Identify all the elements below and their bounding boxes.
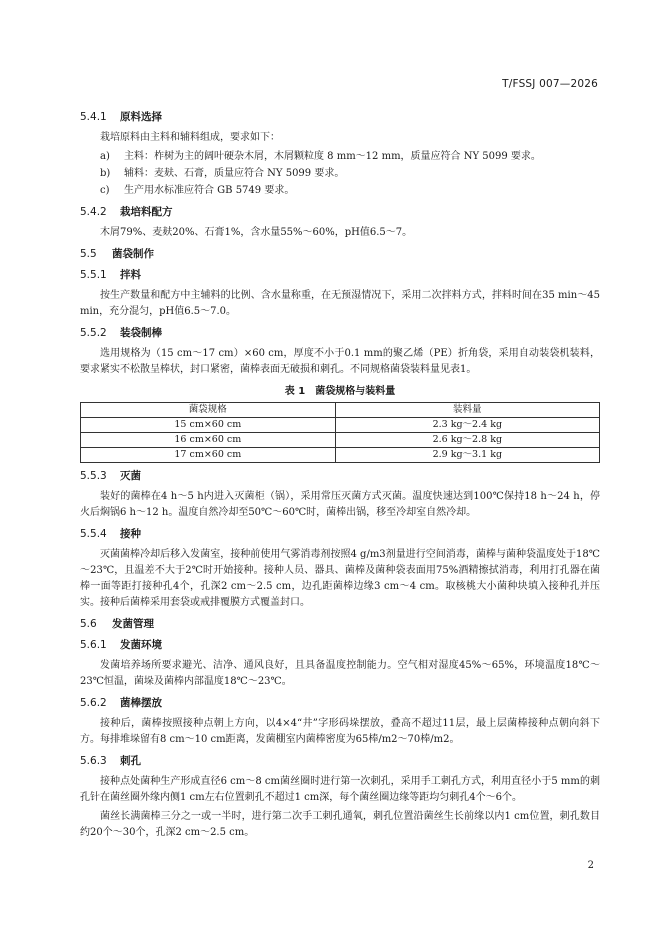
column-header: 菌袋规格: [81, 403, 336, 418]
section-5-4-1-intro: 栽培原料由主料和辅料组成，要求如下：: [100, 132, 280, 143]
section-title: 菌袋制作: [112, 248, 154, 260]
section-5-6-1-text: 发菌培养场所要求避光、洁净、通风良好，且具备温度控制能力。空气相对湿度45%～65%，环境温度18℃～23℃恒温，菌垛及菌棒内部温度18℃～23℃。: [80, 660, 600, 687]
section-number: 5.5.1: [80, 269, 107, 281]
table-header-row: [81, 403, 600, 418]
section-5-5-1-heading: [80, 268, 600, 283]
table-cell: 2.9 kg～3.1 kg: [335, 448, 599, 463]
list-marker: b): [100, 168, 111, 179]
section-number: 5.6.1: [80, 639, 107, 651]
section-5-5-3-heading: [80, 469, 600, 484]
section-number: 5.4.2: [80, 206, 107, 218]
section-title: 拌料: [120, 269, 141, 281]
section-5-5-3-text: 装好的菌棒在4 h～5 h内进入灭菌柜（锅），采用常压灭菌方式灭菌。温度快速达到100℃保持18 h～24 h，停火后焖锅6 h～12 h。温度自然冷却至50℃～60℃时，菌棒出锅，移至冷却室自然冷却。: [80, 491, 600, 518]
list-item: [80, 183, 600, 199]
page-number: 2: [587, 860, 594, 871]
section-title: 菌棒摆放: [120, 697, 162, 709]
section-5-6-3-heading: [80, 754, 600, 769]
list-text: 生产用水标准应符合 GB 5749 要求。: [124, 185, 295, 196]
section-5-5-2-text: 选用规格为（15 cm～17 cm）×60 cm，厚度不小于0.1 mm的聚乙烯（PE）折角袋，采用自动装袋机装料，要求紧实不松散呈棒状，封口紧密，菌棒表面无破损和刺孔。不同规格菌袋装料量见表1。: [80, 348, 600, 375]
section-5-6-heading: [80, 617, 600, 632]
section-5-5-1-text: 按生产数量和配方中主辅料的比例、含水量称重，在无预湿情况下，采用二次拌料方式，拌料时间在35 min～45 min，充分混匀，pH值6.5～7.0。: [80, 290, 600, 317]
section-number: 5.5.2: [80, 327, 107, 339]
section-5-5-4-text: 灭菌菌棒冷却后移入发菌室，接种前使用气雾消毒剂按照4 g/m3剂量进行空间消毒，菌棒与菌种袋温度处于18℃～23℃，且温差不大于2℃时开始接种。接种人员、器具、菌棒及菌种袋表面用75%酒精擦拭消毒，利用打孔器在菌棒一面等距打接种孔4个，孔深2 cm～2.5 cm，边孔距菌棒边缘3 cm～4 cm。取核桃大小菌种块填入接种孔并压实。接种后菌棒采用套袋或戒排覆膜方式覆盖封口。: [80, 549, 600, 608]
section-5-4-1-heading: [80, 110, 600, 125]
table-row: [81, 418, 600, 433]
bag-spec-table: [80, 402, 600, 463]
section-5-6-3-para-1: 接种点处菌种生产形成直径6 cm～8 cm菌丝圈时进行第一次刺孔，采用手工刺孔方式，利用直径小于5 mm的刺孔针在菌丝圈外缘内侧1 cm左右位置刺孔不超过1 cm深，每个菌丝圈边缘等距均匀刺孔4个～6个。: [80, 776, 600, 803]
table-row: [81, 448, 600, 463]
section-5-4-2-heading: [80, 205, 600, 220]
section-number: 5.6: [80, 618, 97, 630]
list-text: 辅料：麦麸、石膏，质量应符合 NY 5099 要求。: [124, 168, 345, 179]
list-marker: a): [100, 151, 110, 162]
section-title: 发菌环境: [120, 639, 162, 651]
section-number: 5.5.3: [80, 470, 107, 482]
section-5-5-heading: [80, 247, 600, 262]
table-caption: [80, 382, 600, 397]
section-number: 5.5: [80, 248, 97, 260]
list-item: [80, 149, 600, 165]
list-marker: c): [100, 185, 110, 196]
table-cell: 2.3 kg～2.4 kg: [335, 418, 599, 433]
section-title: 原料选择: [120, 111, 162, 123]
section-number: 5.6.3: [80, 755, 107, 767]
list-item: [80, 166, 600, 182]
list-text: 主料：柞树为主的阔叶硬杂木屑，木屑颗粒度 8 mm～12 mm，质量应符合 NY 5099 要求。: [124, 151, 541, 162]
table-cell: 15 cm×60 cm: [81, 418, 336, 433]
section-5-6-3-para-2: 菌丝长满菌棒三分之一或一半时，进行第二次手工刺孔通氧，刺孔位置沿菌丝生长前缘以内1 cm位置，刺孔数目约20个～30个，孔深2 cm～2.5 cm。: [80, 811, 600, 838]
section-number: 5.4.1: [80, 111, 107, 123]
table-cell: 2.6 kg～2.8 kg: [335, 433, 599, 448]
table-title: 菌袋规格与装料量: [315, 386, 396, 397]
table-cell: 17 cm×60 cm: [81, 448, 336, 463]
section-title: 灭菌: [120, 470, 141, 482]
column-header: 装料量: [335, 403, 599, 418]
section-5-6-1-heading: [80, 638, 600, 653]
section-5-5-2-heading: [80, 326, 600, 341]
section-5-6-2-heading: [80, 696, 600, 711]
table-number: 表 1: [284, 386, 306, 397]
section-number: 5.6.2: [80, 697, 107, 709]
section-5-6-2-text: 接种后，菌棒按照接种点朝上方向，以4×4“井”字形码垛摆放，叠高不超过11层，最上层菌棒接种点朝向斜下方。每排堆垛留有8 cm～10 cm距离，发菌棚室内菌棒密度为65棒/m2～70棒/m2。: [80, 718, 600, 745]
section-number: 5.5.4: [80, 528, 107, 540]
page-body: [80, 104, 600, 844]
section-title: 装袋制棒: [120, 327, 162, 339]
section-title: 栽培料配方: [120, 206, 173, 218]
table-cell: 16 cm×60 cm: [81, 433, 336, 448]
section-5-5-4-heading: [80, 527, 600, 542]
document-number: T/FSSJ 007—2026: [502, 78, 598, 90]
section-title: 接种: [120, 528, 141, 540]
section-5-4-2-text: 木屑79%、麦麸20%、石膏1%，含水量55%～60%，pH值6.5～7。: [100, 227, 413, 238]
section-title: 发菌管理: [112, 618, 154, 630]
table-row: [81, 433, 600, 448]
section-title: 刺孔: [120, 755, 141, 767]
